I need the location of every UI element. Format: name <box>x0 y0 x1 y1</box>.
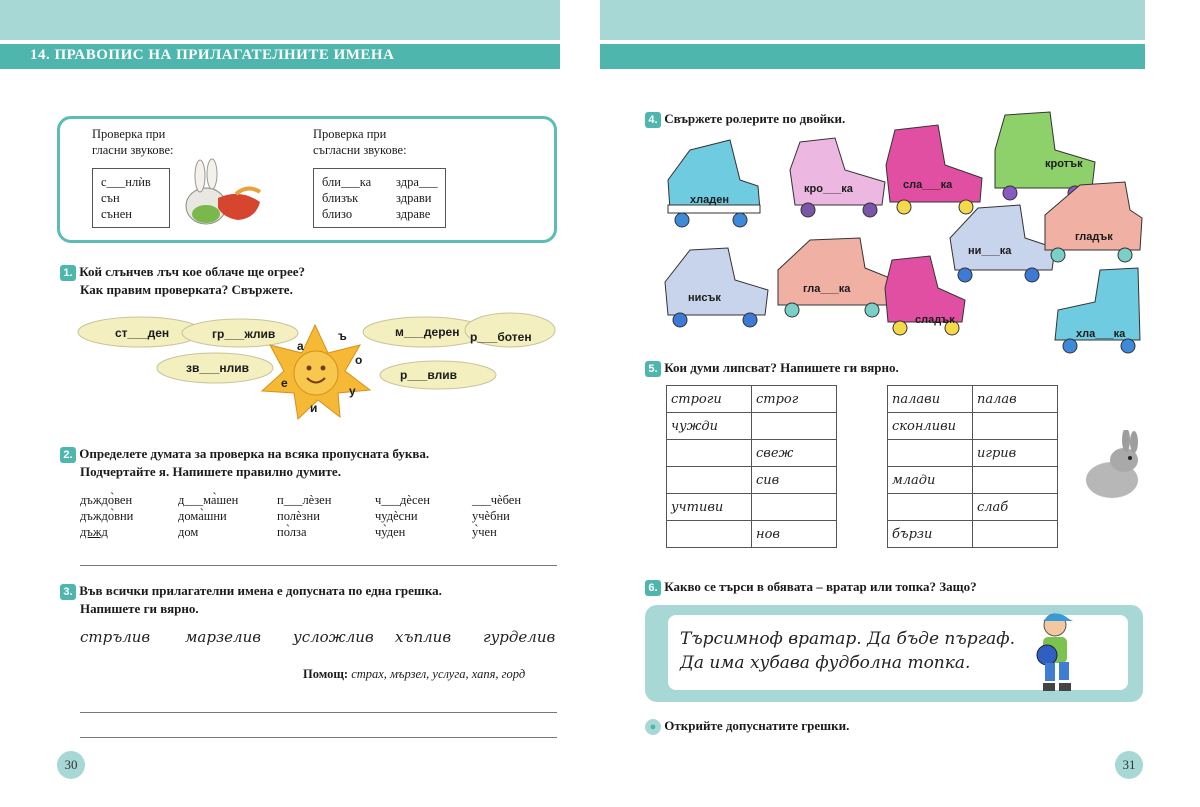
task1-instructions: 1. Кой слънчев лъч кое облаче ще огрее? Как правим проверката? Свържете. <box>60 263 305 299</box>
cloud-word: ст___ден <box>115 326 170 340</box>
consonants-word-box: бли___ка близък близо здра___ здрави здраве <box>313 168 446 228</box>
table-cell: свеж <box>752 440 837 467</box>
task-number-badge: 4. <box>645 112 661 128</box>
skate-label: сладък <box>915 314 955 326</box>
table-cell <box>973 467 1058 494</box>
task-number-badge: 2. <box>60 447 76 463</box>
table-cell <box>667 467 752 494</box>
task5-instructions: 5. Кои думи липсват? Напишете ги вярно. <box>645 359 899 377</box>
cloud-word: р___влив <box>400 368 457 382</box>
task-number-badge: 3. <box>60 584 76 600</box>
cloud-word: гр___жлив <box>212 327 276 341</box>
table-cell: слаб <box>973 494 1058 521</box>
table-cell <box>888 440 973 467</box>
task2-column: дъждо̀вен дъждо̀вни дъжд <box>80 493 134 539</box>
task2-column: д___ма̀шен дома̀шни дом <box>178 493 239 539</box>
sleeping-rabbit-icon <box>178 158 273 230</box>
help-hint: Помощ: страх, мързел, услуга, хапя, горд <box>303 667 526 681</box>
table-cell: сив <box>752 467 837 494</box>
table-cell: палави <box>888 386 973 413</box>
vowels-word-box: с___нлѝв сън сънен <box>92 168 170 228</box>
task7-instructions: ● Открийте допуснатите грешки. <box>645 717 849 735</box>
skate-label: ни___ка <box>968 245 1012 257</box>
top-band <box>0 0 560 40</box>
table-cell <box>973 521 1058 548</box>
table-cell: сконливи <box>888 413 973 440</box>
table-cell: бързи <box>888 521 973 548</box>
table-cell <box>973 413 1058 440</box>
skate-label: сла___ка <box>903 179 953 191</box>
answer-line <box>80 737 557 738</box>
table-cell <box>667 521 752 548</box>
table-cell: млади <box>888 467 973 494</box>
boy-with-ball-icon <box>1025 607 1085 699</box>
page-number: 31 <box>1115 751 1143 779</box>
task3-instructions: 3. Във всички прилагателни имена е допусната по една грешка. Напишете ги вярно. <box>60 582 442 618</box>
task-number-badge: 5. <box>645 361 661 377</box>
words-table-1 <box>666 385 837 548</box>
task4-instructions: 4. Свържете ролерите по двойки. <box>645 110 845 128</box>
sun-letter: ъ <box>338 329 347 343</box>
table-cell: палав <box>973 386 1058 413</box>
table-cell <box>752 494 837 521</box>
table-cell <box>667 440 752 467</box>
table-cell: игрив <box>973 440 1058 467</box>
roller-skates-illustration <box>660 110 1145 360</box>
table-cell <box>888 494 973 521</box>
page-title: 14. ПРАВОПИС НА ПРИЛАГАТЕЛНИТЕ ИМЕНА <box>0 44 560 69</box>
table-cell: нов <box>752 521 837 548</box>
table-cell: строги <box>667 386 752 413</box>
task2-column: п___лѐзен полѐзни по̀лза <box>277 493 332 539</box>
ad-text: Търсимноф вратар. Да бъде пъргаф. Да има хубава фудболна топка. <box>680 629 1016 673</box>
top-band <box>600 0 1145 40</box>
rabbit-icon <box>1080 430 1145 500</box>
sun-letter: е <box>281 376 288 390</box>
sun-letter: а <box>297 339 304 353</box>
cloud-word: м___дерен <box>395 325 460 339</box>
skate-label: нисък <box>688 292 721 304</box>
table-cell: учтиви <box>667 494 752 521</box>
sun-letter: у <box>349 384 356 398</box>
table-cell: чужди <box>667 413 752 440</box>
bullet-icon: ● <box>645 719 661 735</box>
skate-label: хладен <box>690 194 729 206</box>
task6-instructions: 6. Какво се търси в обявата – вратар или топка? Защо? <box>645 578 977 596</box>
answer-line <box>80 712 557 713</box>
sun-letter: и <box>310 401 318 415</box>
title-band <box>600 44 1145 69</box>
task2-instructions: 2. Определете думата за проверка на всяка пропусната буква. Подчертайте я. Напишете правилно думите. <box>60 445 429 481</box>
handwritten-word: стрълив <box>80 628 151 646</box>
table-cell <box>752 413 837 440</box>
vowels-heading: Проверка при гласни звукове: <box>92 127 174 157</box>
sun-letter: о <box>355 353 363 367</box>
page-number: 30 <box>57 751 85 779</box>
skate-label: кро___ка <box>804 183 853 195</box>
handwritten-word: усложлив <box>293 628 374 646</box>
consonants-heading: Проверка при съгласни звукове: <box>313 127 407 157</box>
task2-column: ___чѐбен учѐбни у̀чен <box>472 493 522 539</box>
answer-line <box>80 565 557 566</box>
handwritten-word: гурделив <box>483 628 556 646</box>
words-table-2 <box>887 385 1058 548</box>
handwritten-word: хъплив <box>395 628 452 646</box>
task-number-badge: 6. <box>645 580 661 596</box>
handwritten-word: марзелив <box>185 628 261 646</box>
skate-label: кротък <box>1045 158 1083 170</box>
cloud-word: р___ботен <box>470 330 532 344</box>
skate-label: гладък <box>1075 231 1113 243</box>
task-number-badge: 1. <box>60 265 76 281</box>
table-cell: строг <box>752 386 837 413</box>
skate-label: гла___ка <box>803 283 851 295</box>
skate-label: хла___ка <box>1076 328 1126 340</box>
task2-column: ч___дѐсен чудѐсни чу̀ден <box>375 493 430 539</box>
cloud-word: зв___нлив <box>186 361 249 375</box>
